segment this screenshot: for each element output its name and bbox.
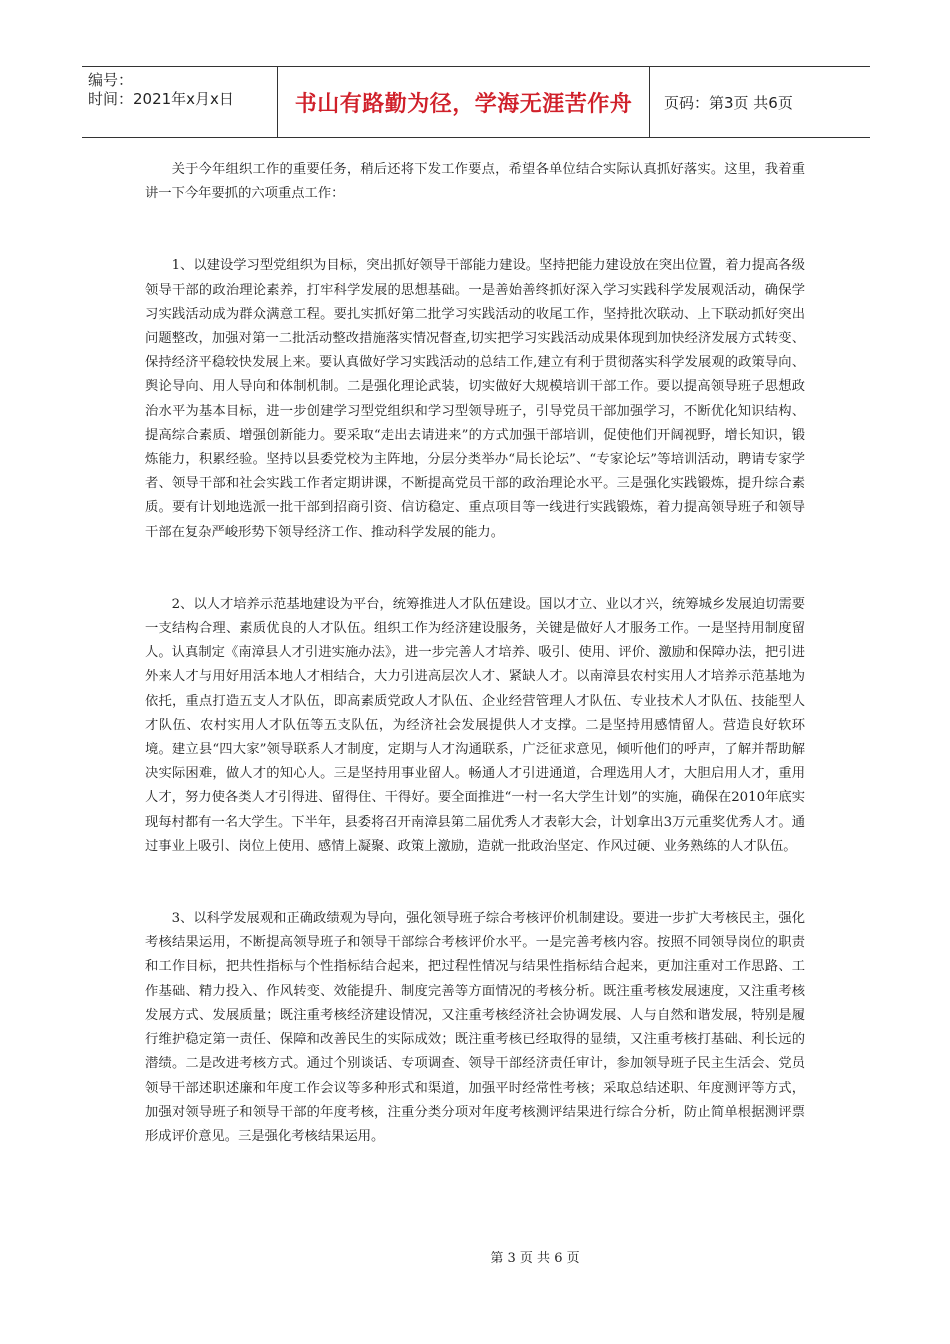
section-3-paragraph: 3、以科学发展观和正确政绩观为导向，强化领导班子综合考核评价机制建设。要进一步扩大考核民主，强化考核结果运用，不断提高领导班子和领导干部综合考核评价水平。一是完善考核内容。按照不同领导岗位的职责和工作目标，把共性指标与个性指标结合起来，把过程性情况与结果性指标结合起来，更加注重对工作思路、工作基础、精力投入、作风转变、效能提升、制度完善等方面情况的考核分析。既注重考核发展速度，又注重考核发展方式、发展质量；既注重考核经济建设情况，又注重考核经济社会协调发展、人与自然和谐发展，特别是履行维护稳定第一责任、保障和改善民生的实际成效；既注重考核已经取得的显绩，又注重考核打基础、利长远的潜绩。二是改进考核方式。通过个别谈话、专项调查、领导干部经济责任审计，参加领导班子民主生活会、党员领导干部述职述廉和年度工作会议等多种形式和渠道，加强平时经常性考核；采取总结述职、年度测评等方式，加强对领导班子和领导干部的年度考核，注重分类分项对年度考核测评结果进行综合分析，防止简单根据测评票形成评价意见。三是强化考核结果运用。: [145, 911, 806, 1144]
intro-paragraph: 关于今年组织工作的重要任务，稍后还将下发工作要点，希望各单位结合实际认真抓好落实。这里，我着重讲一下今年要抓的六项重点工作：: [145, 162, 805, 202]
header-motto: 书山有路勤为径，学海无涯苦作舟: [278, 67, 650, 137]
page-footer: 第 3 页 共 6 页: [490, 1251, 580, 1266]
section-2-paragraph: 2、以人才培养示范基地建设为平台，统筹推进人才队伍建设。国以才立、业以才兴，统筹城乡发展迫切需要一支结构合理、素质优良的人才队伍。组织工作为经济建设服务，关键是做好人才服务工作。一是坚持用制度留人。认真制定《南漳县人才引进实施办法》，进一步完善人才培养、吸引、使用、评价、激励和保障办法，把引进外来人才与用好用活本地人才相结合，大力引进高层次人才、紧缺人才。以南漳县农村实用人才培养示范基地为依托，重点打造五支人才队伍，即高素质党政人才队伍、企业经营管理人才队伍、专业技术人才队伍、技能型人才队伍、农村实用人才队伍等五支队伍，为经济社会发展提供人才支撑。二是坚持用感情留人。营造良好软环境。建立县“四大家”领导联系人才制度，定期与人才沟通联系，广泛征求意见，倾听他们的呼声，了解并帮助解决实际困难，做人才的知心人。三是坚持用事业留人。畅通人才引进通道，合理选用人才，大胆启用人才，重用人才，努力使各类人才引得进、留得住、干得好。要全面推进“一村一名大学生计划”的实施，确保在2010年底实现每村都有一名大学生。下半年，县委将召开南漳县第二届优秀人才表彰大会，计划拿出3万元重奖优秀人才。通过事业上吸引、岗位上使用、感情上凝聚、政策上激励，造就一批政治坚定、作风过硬、业务熟练的人才队伍。: [145, 596, 806, 854]
number-label: 编号：: [88, 71, 134, 89]
section-1-paragraph: 1、以建设学习型党组织为目标，突出抓好领导干部能力建设。坚持把能力建设放在突出位置，着力提高各级领导干部的政治理论素养，打牢科学发展的思想基础。一是善始善终抓好深入学习实践科学发展观活动，确保学习实践活动成为群众满意工程。要扎实抓好第二批学习实践活动的收尾工作，坚持批次联动、上下联动抓好突出问题整改，加强对第一二批活动整改措施落实情况督查,切实把学习实践活动成果体现到加快经济发展方式转变、保持经济平稳较快发展上来。要认真做好学习实践活动的总结工作,建立有利于贯彻落实科学发展观的政策导向、舆论导向、用人导向和体制机制。二是强化理论武装，切实做好大规模培训干部工作。要以提高领导班子思想政治水平为基本目标，进一步创建学习型党组织和学习型领导班子，引导党员干部加强学习，不断优化知识结构、提高综合素质、增强创新能力。要采取“走出去请进来”的方式加强干部培训，促使他们开阔视野，增长知识，锻炼能力，积累经验。坚持以县委党校为主阵地，分层分类举办“局长论坛”、“专家论坛”等培训活动，聘请专家学者、领导干部和社会实践工作者定期讲课，不断提高党员干部的政治理论水平。三是强化实践锻炼，提升综合素质。要有计划地选派一批干部到招商引资、信访稳定、重点项目等一线进行实践锻炼，着力提高领导班子和领导干部在复杂严峻形势下领导经济工作、推动科学发展的能力。: [145, 258, 806, 540]
header-page-label: 页码：第3页 共6页: [664, 93, 793, 112]
time-label: 时间：2021年x月x日: [88, 90, 234, 108]
page-header: [82, 66, 870, 138]
document-body: [145, 158, 805, 1149]
header-meta: [82, 67, 278, 137]
